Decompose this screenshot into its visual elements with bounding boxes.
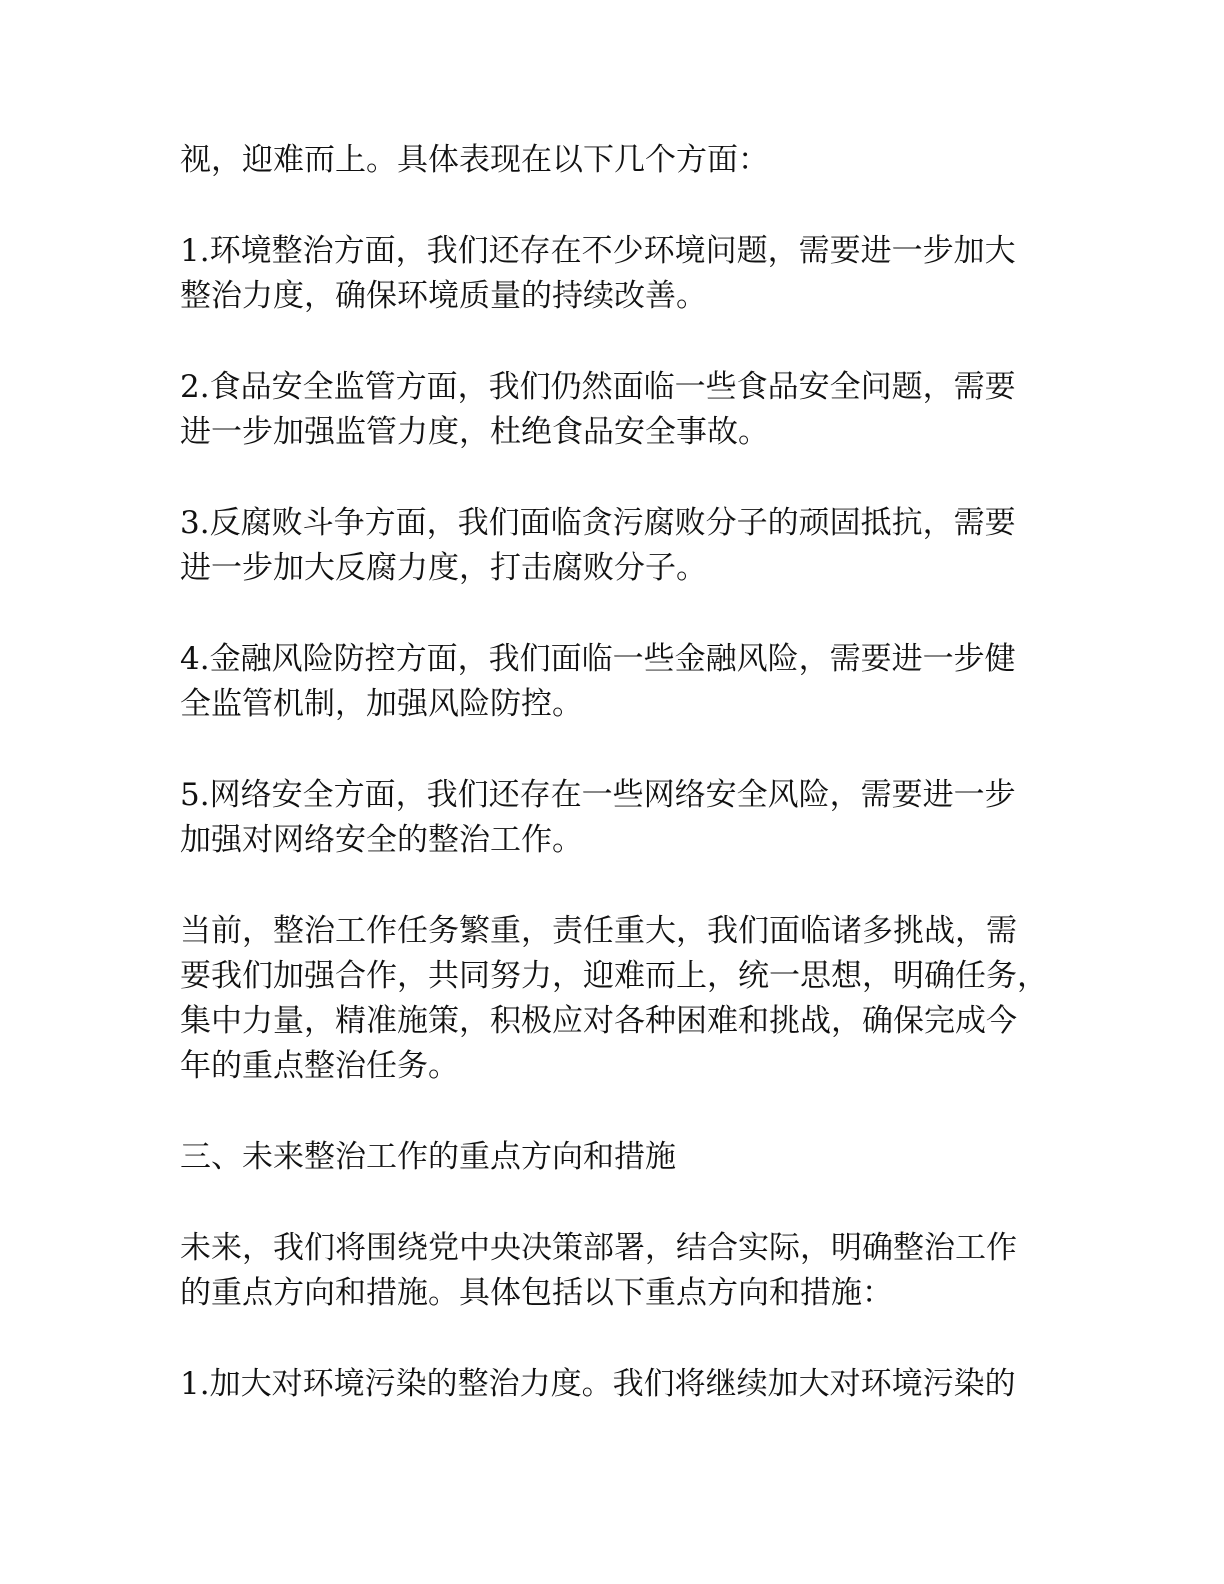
paragraph-intro: 视，迎难而上。具体表现在以下几个方面： <box>180 142 769 178</box>
paragraph-current-situation: 当前，整治工作任务繁重，责任重大，我们面临诸多挑战，需 要我们加强合作，共同努力，迎难而上，统一思想，明确任务， 集中力量，精准施策，积极应对各种困难和挑战，确保完成今 年的重点整治任务。 <box>180 913 1048 1084</box>
document-page <box>180 138 1050 1453</box>
paragraph-item-4-financial-risk: 4.金融风险防控方面，我们面临一些金融风险，需要进一步健 全监管机制，加强风险防控。 <box>180 641 1016 722</box>
paragraph-item-5-network-security: 5.网络安全方面，我们还存在一些网络安全风险，需要进一步 加强对网络安全的整治工作。 <box>180 777 1016 858</box>
paragraph-item-3-anti-corruption: 3.反腐败斗争方面，我们面临贪污腐败分子的顽固抵抗，需要 进一步加大反腐力度，打击腐败分子。 <box>180 505 1016 586</box>
paragraph-item-1-environment: 1.环境整治方面，我们还存在不少环境问题，需要进一步加大 整治力度，确保环境质量的持续改善。 <box>180 233 1016 314</box>
paragraph-item-2-food-safety: 2.食品安全监管方面，我们仍然面临一些食品安全问题，需要 进一步加强监管力度，杜绝食品安全事故。 <box>180 369 1016 450</box>
paragraph-future-intro: 未来，我们将围绕党中央决策部署，结合实际，明确整治工作 的重点方向和措施。具体包括以下重点方向和措施： <box>180 1230 1017 1311</box>
paragraph-future-item-1: 1.加大对环境污染的整治力度。我们将继续加大对环境污染的 <box>180 1366 1016 1402</box>
section-heading: 三、未来整治工作的重点方向和措施 <box>180 1139 676 1175</box>
